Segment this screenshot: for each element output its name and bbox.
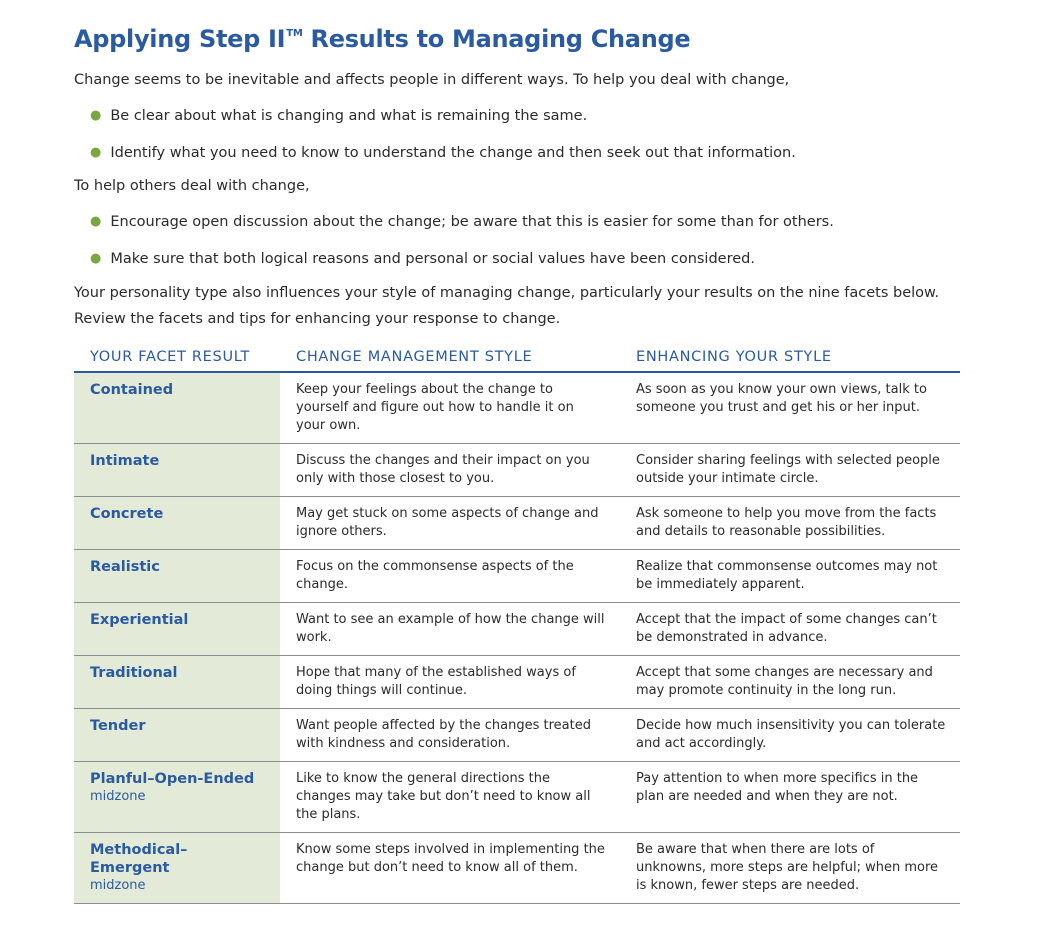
facet-name: Experiential [90,612,189,628]
others-bullet-list [74,204,960,278]
column-header-style: CHANGE MANAGEMENT STYLE [280,343,620,372]
intro-paragraph: Change seems to be inevitable and affects people in different ways. To help you deal with change, [74,72,790,88]
bullet-text: Make sure that both logical reasons and personal or social values have been considered. [110,251,755,267]
table-row [74,833,960,904]
facet-name: Concrete [90,506,164,522]
enhance-cell: Consider sharing feelings with selected people outside your intimate circle. [620,444,960,497]
enhance-cell: Be aware that when there are lots of unknowns, more steps are helpful; when more is known, fewer steps are needed. [620,833,960,904]
facet-name: Planful–Open-Ended [90,771,255,787]
column-header-enhance: ENHANCING YOUR STYLE [620,343,960,372]
others-intro-paragraph: To help others deal with change, [74,178,310,194]
facet-cell [74,550,280,603]
facet-name: Contained [90,382,174,398]
bullet-text: Identify what you need to know to understand the change and then seek out that information. [110,145,796,161]
table-row [74,444,960,497]
enhance-cell: As soon as you know your own views, talk to someone you trust and get his or her input. [620,372,960,444]
bullet-item [90,135,960,172]
facet-cell [74,372,280,444]
facet-name: Tender [90,718,146,734]
style-cell: Know some steps involved in implementing the change but don’t need to know all of them. [280,833,620,904]
enhance-cell: Realize that commonsense outcomes may not be immediately apparent. [620,550,960,603]
style-cell: Want people affected by the changes treated with kindness and consideration. [280,709,620,762]
facet-name: Methodical–Emergent [90,842,188,876]
facet-name: Traditional [90,665,178,681]
bullet-item [90,204,960,241]
bullet-icon: ● [90,251,102,266]
style-cell: Focus on the commonsense aspects of the change. [280,550,620,603]
enhance-cell: Accept that the impact of some changes can’t be demonstrated in advance. [620,603,960,656]
bullet-icon: ● [90,214,102,229]
bullet-icon: ● [90,145,102,160]
closing-paragraph: Your personality type also influences your style of managing change, particularly your results on the nine facets below. Review the facets and tips for enhancing your response to change. [74,285,940,327]
table-row [74,372,960,444]
facet-cell [74,444,280,497]
table-row [74,762,960,833]
bullet-text: Encourage open discussion about the change; be aware that this is easier for some than for others. [110,214,834,230]
trademark-mark: TM [286,28,303,39]
style-cell: Keep your feelings about the change to yourself and figure out how to handle it on your own. [280,372,620,444]
enhance-cell: Decide how much insensitivity you can tolerate and act accordingly. [620,709,960,762]
table-row [74,709,960,762]
facet-name: Realistic [90,559,160,575]
table-header-row [74,343,960,372]
facet-cell [74,709,280,762]
facet-cell [74,497,280,550]
bullet-icon: ● [90,108,102,123]
page-title [74,18,960,55]
facet-zone-label: midzone [90,789,146,804]
facet-table [74,343,960,904]
table-row [74,603,960,656]
bullet-item [90,241,960,278]
facet-name: Intimate [90,453,160,469]
facet-cell [74,833,280,904]
table-row [74,550,960,603]
enhance-cell: Ask someone to help you move from the facts and details to reasonable possibilities. [620,497,960,550]
facet-cell [74,603,280,656]
self-bullet-list [74,98,960,172]
bullet-item [90,98,960,135]
style-cell: Like to know the general directions the changes may take but don’t need to know all the plans. [280,762,620,833]
table-row [74,497,960,550]
style-cell: Discuss the changes and their impact on you only with those closest to you. [280,444,620,497]
facet-cell [74,656,280,709]
enhance-cell: Accept that some changes are necessary and may promote continuity in the long run. [620,656,960,709]
style-cell: May get stuck on some aspects of change and ignore others. [280,497,620,550]
column-header-facet: YOUR FACET RESULT [74,343,280,372]
title-text: Applying Step II [74,25,286,53]
table-row [74,656,960,709]
style-cell: Want to see an example of how the change will work. [280,603,620,656]
title-text-rest: Results to Managing Change [302,25,691,53]
style-cell: Hope that many of the established ways of doing things will continue. [280,656,620,709]
document-page [74,18,960,904]
facet-zone-label: midzone [90,878,146,893]
bullet-text: Be clear about what is changing and what is remaining the same. [110,108,588,124]
enhance-cell: Pay attention to when more specifics in the plan are needed and when they are not. [620,762,960,833]
facet-cell [74,762,280,833]
